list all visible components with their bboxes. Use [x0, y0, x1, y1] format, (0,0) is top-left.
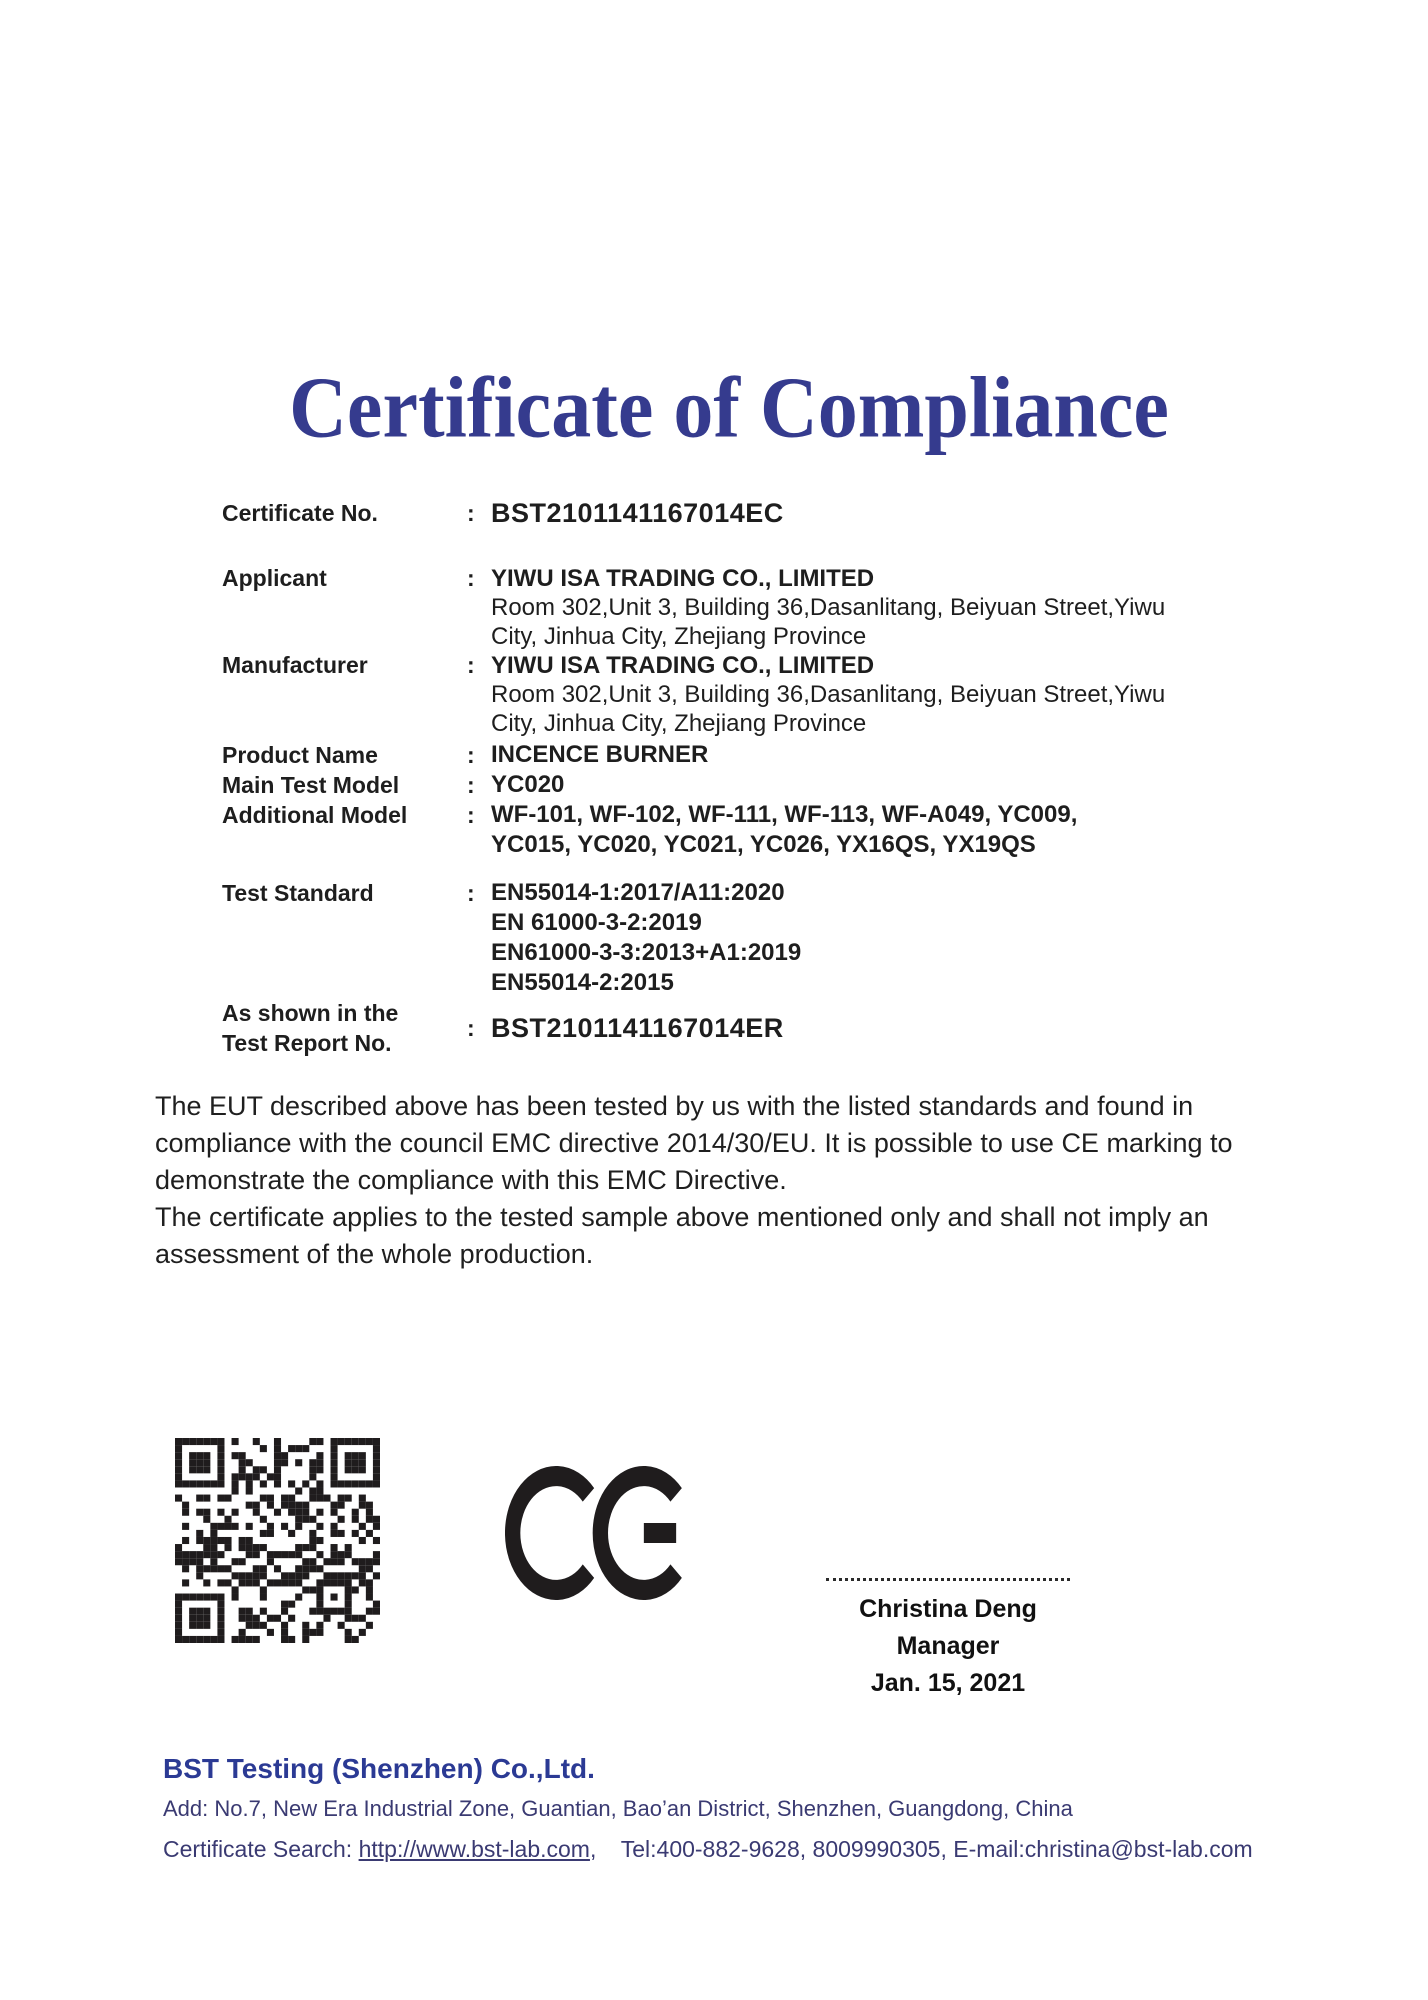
- test-report-no-value: BST2101141167014ER: [491, 1013, 784, 1043]
- signatory-role: Manager: [896, 1632, 1000, 1660]
- applicant-label: Applicant: [222, 565, 327, 591]
- row-main-test-model: [222, 770, 1298, 800]
- product-name-label: Product Name: [222, 742, 378, 768]
- manufacturer-address-line2: City, Jinhua City, Zhejiang Province: [491, 710, 867, 737]
- row-additional-model: [222, 800, 1298, 860]
- additional-model-label: Additional Model: [222, 802, 408, 828]
- additional-model-line2: YC015, YC020, YC021, YC026, YX16QS, YX19QS: [491, 831, 1036, 858]
- row-test-standard: [222, 878, 1298, 998]
- certificate-title: Certificate of Compliance: [289, 361, 1169, 457]
- statement-paragraph-1: The EUT described above has been tested by us with the listed standards and found in compliance with the council EMC directive 2014/30/EU. It is possible to use CE marking to demonstrate the compliance with this EMC Directive.: [155, 1091, 1233, 1195]
- compliance-statement: [155, 1088, 1285, 1273]
- test-standard-line1: EN55014-1:2017/A11:2020: [491, 879, 785, 906]
- test-standard-line4: EN55014-2:2015: [491, 969, 674, 996]
- lab-company-name: BST Testing (Shenzhen) Co.,Ltd.: [163, 1753, 595, 1784]
- row-test-report-no: [222, 998, 1298, 1058]
- certificate-info-table: [222, 498, 1298, 1058]
- certificate-no-label: Certificate No.: [222, 500, 378, 526]
- row-certificate-no: [222, 498, 1298, 528]
- signature-dotted-line: [826, 1560, 1070, 1581]
- applicant-address-line1: Room 302,Unit 3, Building 36,Dasanlitang, Beiyuan Street,Yiwu: [491, 594, 1166, 621]
- lab-address: Add: No.7, New Era Industrial Zone, Guantian, Bao’an District, Shenzhen, Guangdong, China: [163, 1796, 1073, 1821]
- ce-mark-icon: [505, 1466, 695, 1600]
- applicant-address-line2: City, Jinhua City, Zhejiang Province: [491, 623, 867, 650]
- colon-separator: :: [467, 880, 475, 906]
- statement-paragraph-2: The certificate applies to the tested sample above mentioned only and shall not imply an assessment of the whole production.: [155, 1202, 1209, 1269]
- row-manufacturer: [222, 651, 1298, 738]
- certificate-search-label: Certificate Search:: [163, 1836, 353, 1862]
- qr-code: [175, 1438, 380, 1643]
- signatory-name: Christina Deng: [859, 1595, 1037, 1623]
- test-report-label-line1: As shown in the: [222, 1000, 399, 1026]
- signature-date: Jan. 15, 2021: [870, 1669, 1026, 1697]
- main-test-model-label: Main Test Model: [222, 772, 400, 798]
- certificate-no-value: BST2101141167014EC: [491, 498, 784, 528]
- contact-tel-email: Tel:400-882-9628, 8009990305, E-mail:christina@bst-lab.com: [620, 1836, 1253, 1862]
- colon-separator: :: [467, 1015, 475, 1041]
- manufacturer-address-line1: Room 302,Unit 3, Building 36,Dasanlitang, Beiyuan Street,Yiwu: [491, 681, 1166, 708]
- colon-separator: :: [467, 802, 475, 828]
- row-product-name: [222, 740, 1298, 770]
- signature-block: [826, 1560, 1070, 1702]
- colon-separator: :: [467, 500, 475, 526]
- main-test-model-value: YC020: [491, 771, 565, 798]
- product-name-value: INCENCE BURNER: [491, 741, 709, 768]
- colon-separator: :: [467, 772, 475, 798]
- footer: [163, 1752, 1348, 1864]
- colon-separator: :: [467, 742, 475, 768]
- additional-model-line1: WF-101, WF-102, WF-111, WF-113, WF-A049, YC009,: [491, 801, 1078, 828]
- certificate-search-link[interactable]: http://www.bst-lab.com: [358, 1836, 590, 1862]
- colon-separator: :: [467, 565, 475, 591]
- row-applicant: [222, 564, 1298, 651]
- test-standard-line2: EN 61000-3-2:2019: [491, 909, 702, 936]
- colon-separator: :: [467, 652, 475, 678]
- test-standard-line3: EN61000-3-3:2013+A1:2019: [491, 939, 802, 966]
- test-standard-label: Test Standard: [222, 880, 374, 906]
- manufacturer-company: YIWU ISA TRADING CO., LIMITED: [491, 652, 875, 679]
- test-report-label-line2: Test Report No.: [222, 1030, 392, 1056]
- certificate-search-line: [163, 1834, 1348, 1864]
- manufacturer-label: Manufacturer: [222, 652, 368, 678]
- applicant-company: YIWU ISA TRADING CO., LIMITED: [491, 565, 875, 592]
- search-url-suffix: ,: [589, 1836, 597, 1862]
